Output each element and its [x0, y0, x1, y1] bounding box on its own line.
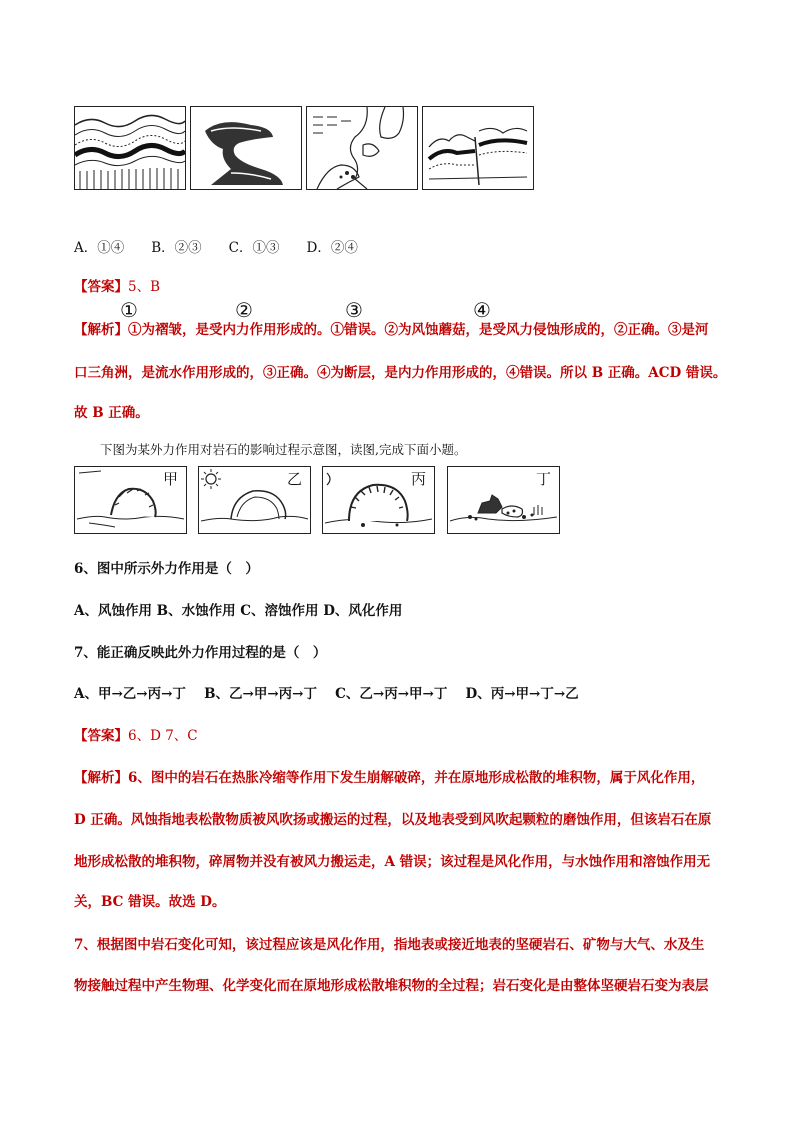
- figure-label-2: ②: [235, 298, 253, 322]
- analysis-text: 6、图中的岩石在热胀冷缩等作用下发生崩解破碎，并在原地形成松散的堆积物，属于风化作用，: [128, 770, 705, 786]
- analysis-tag: 【解析】: [74, 770, 128, 786]
- q6-stem: 6、图中所示外力作用是（ ）: [74, 561, 259, 577]
- answer-text: 6、D 7、C: [128, 728, 198, 744]
- figure-label-3: ③: [345, 298, 363, 322]
- weathering-panel-yi: [198, 466, 311, 534]
- answer-tag: 【答案】: [74, 279, 128, 295]
- weathering-panel-bing: [322, 466, 435, 534]
- q5-options: A．①④ B．②③ C．①③ D．②④: [74, 240, 358, 256]
- q7-options: A、甲→乙→丙→丁 B、乙→甲→丙→丁 C、乙→丙→甲→丁 D、丙→甲→丁→乙: [74, 686, 579, 702]
- q7-stem: 7、能正确反映此外力作用过程的是（ ）: [74, 645, 327, 661]
- mushroom-rock-sketch: [190, 106, 302, 190]
- q6-analysis-line-1: [74, 766, 704, 786]
- figure-label-1: ①: [120, 298, 138, 322]
- panel-tag-yi: 乙: [286, 470, 302, 488]
- weathering-panel-ding: [447, 466, 560, 534]
- weathering-panel-jia: [74, 466, 187, 534]
- q6-analysis-line-4: 关，BC 错误。故选 D。: [74, 894, 226, 910]
- figure-label-4: ④: [473, 298, 491, 322]
- answer-text: 5、B: [128, 279, 161, 295]
- q5-answer: [74, 275, 160, 295]
- fault-sketch: [422, 106, 534, 190]
- q5-analysis-line-2: 口三角洲，是流水作用形成的，③正确。④为断层，是内力作用形成的，④错误。所以 B 正确。ACD 错误。: [74, 365, 727, 381]
- q67-answer: [74, 724, 198, 744]
- analysis-text: ①为褶皱，是受内力作用形成的。①错误。②为风蚀蘑菇，是受风力侵蚀形成的，②正确。③是河: [128, 322, 709, 338]
- panel-tag-jia: 甲: [162, 470, 178, 488]
- q7-analysis-line-1: 7、根据图中岩石变化可知，该过程应该是风化作用，指地表或接近地表的坚硬岩石、矿物与大气、水及生: [74, 937, 705, 953]
- q6-analysis-line-2: D 正确。风蚀指地表松散物质被风吹扬或搬运的过程，以及地表受到风吹起颗粒的磨蚀作用，但该岩石在原: [74, 812, 712, 828]
- q5-analysis-line-1: [74, 318, 709, 338]
- delta-sketch: [306, 106, 418, 190]
- q6-analysis-line-3: 地形成松散的堆积物，碎屑物并没有被风力搬运走，A 错误；该过程是风化作用，与水蚀作用和溶蚀作用无: [74, 854, 711, 870]
- panel-tag-bing: 丙: [410, 470, 426, 488]
- panel-tag-ding: 丁: [535, 470, 551, 488]
- figure-intro: 下图为某外力作用对岩石的影响过程示意图，读图,完成下面小题。: [100, 442, 467, 457]
- analysis-tag: 【解析】: [74, 322, 128, 338]
- fold-sketch: [74, 106, 186, 190]
- q7-analysis-line-2: 物接触过程中产生物理、化学变化而在原地形成松散堆积物的全过程；岩石变化是由整体坚硬岩石变为表层: [74, 978, 709, 994]
- q5-analysis-line-3: 故 B 正确。: [74, 405, 149, 421]
- q6-options: A、风蚀作用 B、水蚀作用 C、溶蚀作用 D、风化作用: [74, 603, 403, 619]
- answer-tag: 【答案】: [74, 728, 128, 744]
